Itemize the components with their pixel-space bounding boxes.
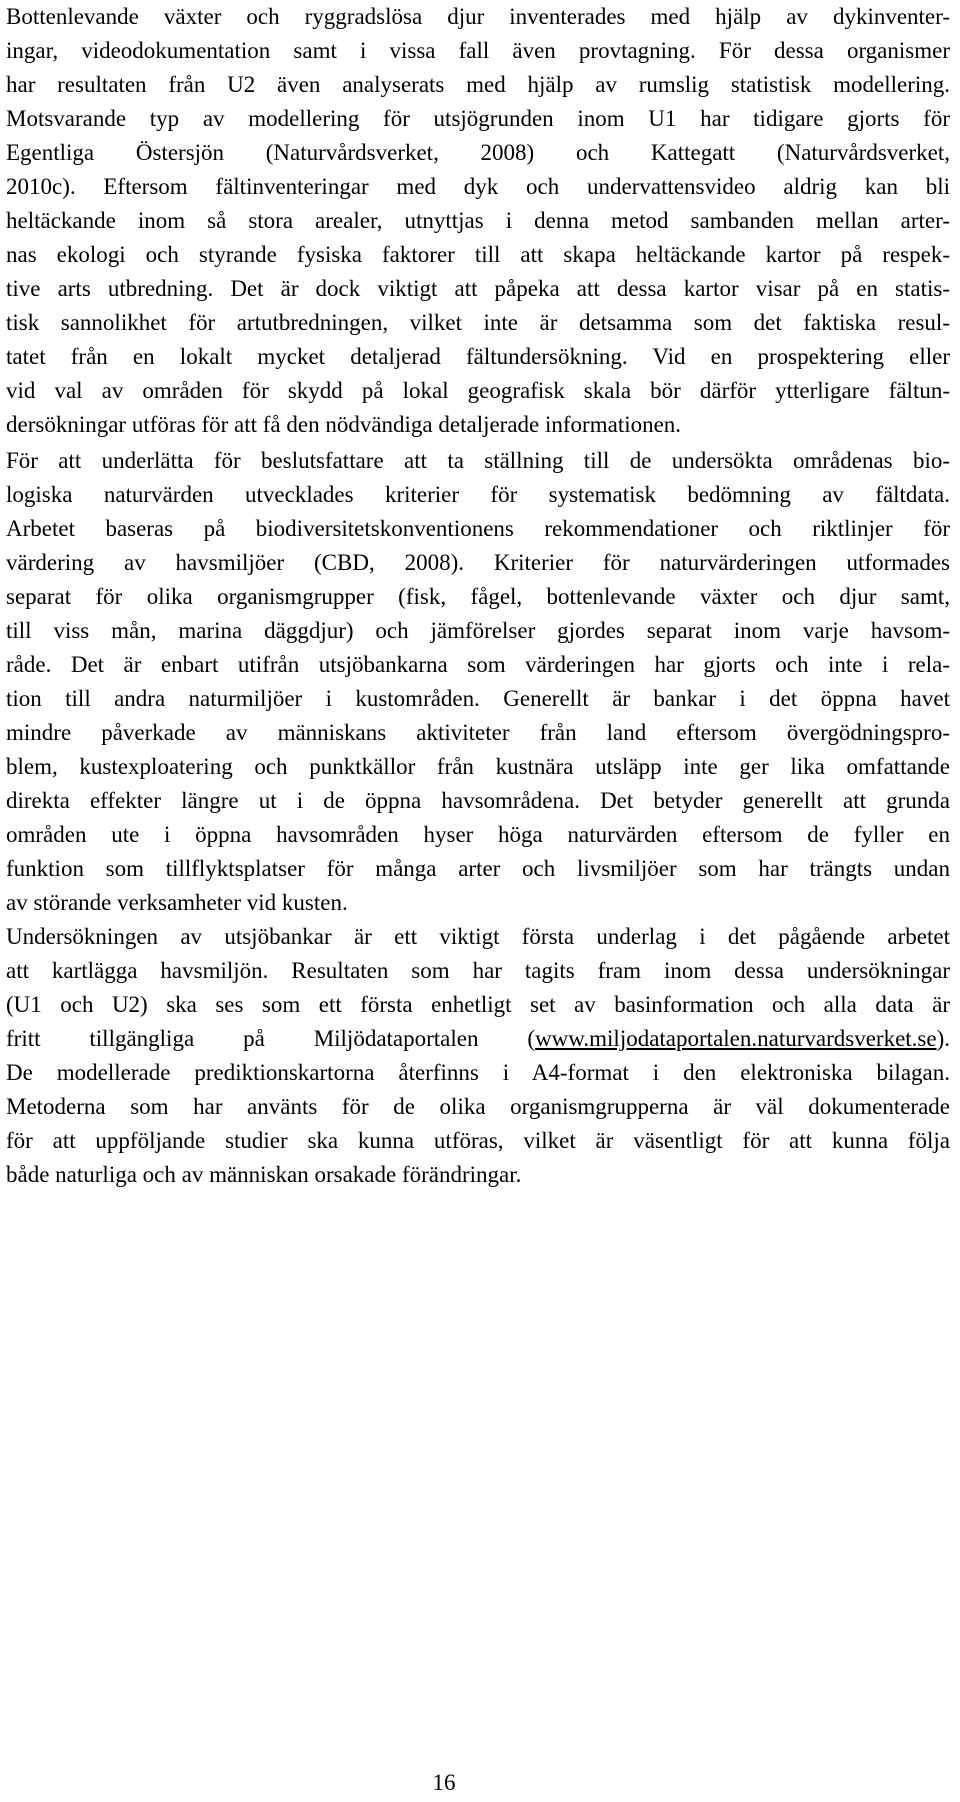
text-line: separat för olika organismgrupper (fisk, fågel, bottenlevande växter och djur samt,: [6, 584, 950, 609]
paragraph-benthic-inventory: [6, 0, 950, 442]
text-line: värdering av havsmiljöer (CBD, 2008). Kriterier för naturvärderingen utformades: [6, 550, 950, 575]
text-line: tion till andra naturmiljöer i kustområden. Generellt är bankar i det öppna havet: [6, 686, 950, 711]
text-line: För att underlätta för beslutsfattare att ta ställning till de undersökta områdenas bio-: [6, 448, 950, 473]
text-line: logiska naturvärden utvecklades kriterier för systematisk bedömning av fältdata.: [6, 482, 950, 507]
paragraph-valuation-criteria: [6, 444, 950, 920]
text-line: Bottenlevande växter och ryggradslösa djur inventerades med hjälp av dykinventer-: [6, 4, 950, 29]
text-line: blem, kustexploatering och punktkällor från kustnära utsläpp inte ger lika omfattande: [6, 754, 950, 779]
text-line: områden ute i öppna havsområden hyser höga naturvärden eftersom de fyller en: [6, 822, 950, 847]
text-line: Arbetet baseras på biodiversitetskonventionens rekommendationer och riktlinjer för: [6, 516, 950, 541]
text-line: mindre påverkade av människans aktiviteter från land eftersom övergödningspro-: [6, 720, 950, 745]
text-line: vid val av områden för skydd på lokal geografisk skala bör därför ytterligare fältun-: [6, 378, 950, 403]
text-line: Motsvarande typ av modellering för utsjögrunden inom U1 har tidigare gjorts för: [6, 106, 950, 131]
text-line: nas ekologi och styrande fysiska faktorer till att skapa heltäckande kartor på respek-: [6, 242, 950, 267]
text-line: dersökningar utföras för att få den nödvändiga detaljerade informationen.: [6, 412, 682, 437]
text-line: direkta effekter längre ut i de öppna havsområdena. Det betyder generellt att grunda: [6, 788, 950, 813]
text-line: ingar, videodokumentation samt i vissa fall även provtagning. För dessa organismer: [6, 38, 950, 63]
text-line: Metoderna som har använts för de olika organismgrupperna är väl dokumenterade: [6, 1094, 950, 1119]
text-line: av störande verksamheter vid kusten.: [6, 890, 348, 915]
text-line: Egentliga Östersjön (Naturvårdsverket, 2008) och Kattegatt (Naturvårdsverket,: [6, 140, 950, 165]
text-line: för att uppföljande studier ska kunna utföras, vilket är väsentligt för att kunna följa: [6, 1128, 950, 1153]
text-line: till viss mån, marina däggdjur) och jämförelser gjordes separat inom varje havsom-: [6, 618, 950, 643]
text-line: tatet från en lokalt mycket detaljerad fältundersökning. Vid en prospektering eller: [6, 344, 950, 369]
text-line: heltäckande inom så stora arealer, utnyttjas i denna metod sambanden mellan arter-: [6, 208, 950, 233]
text-line: råde. Det är enbart utifrån utsjöbankarna som värderingen har gjorts och inte i rela-: [6, 652, 950, 677]
text-line: har resultaten från U2 även analyserats med hjälp av rumslig statistisk modellering.: [6, 72, 950, 97]
text-line: De modellerade prediktionskartorna återfinns i A4-format i den elektroniska bilagan.: [6, 1060, 950, 1085]
text-line: tive arts utbredning. Det är dock viktigt att påpeka att dessa kartor visar på en statis-: [6, 276, 950, 301]
text-line: (U1 och U2) ska ses som ett första enhetligt set av basinformation och alla data är: [6, 992, 950, 1017]
text-line: tisk sannolikhet för artutbredningen, vilket inte är detsamma som det faktiska resul-: [6, 310, 950, 335]
text-segment: fritt tillgängliga på Miljödataportalen (: [6, 1026, 536, 1051]
paragraph-data-availability: [6, 920, 950, 1192]
text-line: att kartlägga havsmiljön. Resultaten som har tagits fram inom dessa undersökningar: [6, 958, 950, 983]
miljodataportalen-link[interactable]: www.miljodataportalen.naturvardsverket.se: [535, 1026, 937, 1051]
text-line: funktion som tillflyktsplatser för många arter och livsmiljöer som har trängts undan: [6, 856, 950, 881]
text-line: Undersökningen av utsjöbankar är ett viktigt första underlag i det pågående arbetet: [6, 924, 950, 949]
page-number: 16: [432, 1770, 456, 1795]
text-line: både naturliga och av människan orsakade förändringar.: [6, 1162, 522, 1187]
text-line: 2010c). Eftersom fältinventeringar med dyk och undervattensvideo aldrig kan bli: [6, 174, 950, 199]
text-segment: ).: [936, 1026, 950, 1051]
text-line-with-link: [6, 1022, 950, 1056]
